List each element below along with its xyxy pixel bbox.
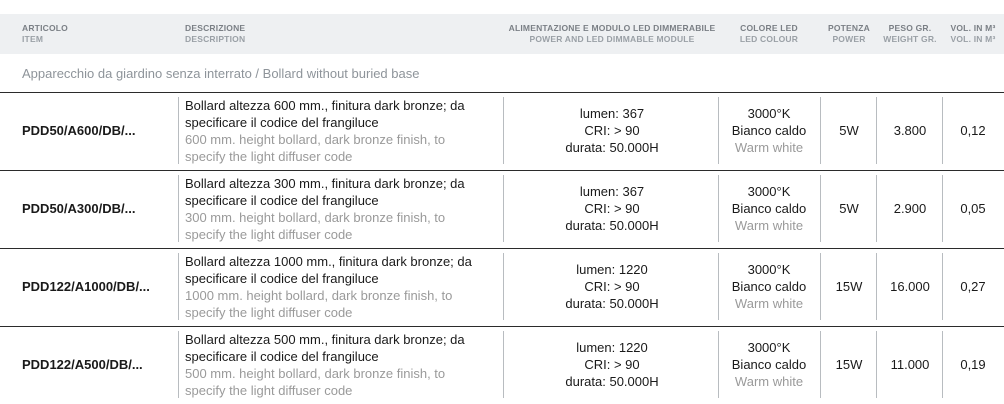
column-separator: [820, 331, 821, 398]
volume: 0,05: [960, 201, 986, 216]
column-separator: [942, 331, 943, 398]
row-divider: [0, 326, 1004, 327]
header-led-colour: COLORE LED LED COLOUR: [739, 23, 799, 44]
column-separator: [942, 253, 943, 320]
column-separator: [876, 97, 877, 164]
column-separator: [876, 253, 877, 320]
item-description: Bollard altezza 1000 mm., finitura dark bronze; da specificare il codice del frangiluce 1000 mm. height bollard, dark bronze finish, to specify the light diffuser code: [185, 254, 472, 320]
power-module-info: lumen: 367 CRI: > 90 durata: 50.000H: [565, 106, 659, 155]
volume: 0,19: [960, 357, 986, 372]
column-separator: [718, 253, 719, 320]
column-separator: [178, 253, 179, 320]
item-code: PDD50/A300/DB/...: [22, 201, 136, 216]
column-separator: [718, 175, 719, 242]
weight: 16.000: [890, 279, 930, 294]
wattage: 5W: [839, 201, 859, 216]
header-wattage: POTENZA POWER: [827, 23, 870, 44]
header-weight: PESO GR. WEIGHT GR.: [883, 23, 937, 44]
wattage: 15W: [835, 357, 863, 372]
column-separator: [718, 97, 719, 164]
header-volume: VOL. IN M³ VOL. IN M³: [950, 23, 996, 44]
volume: 0,12: [960, 123, 986, 138]
led-colour-info: 3000°K Bianco caldo Warm white: [731, 184, 807, 233]
column-separator: [820, 97, 821, 164]
column-separator: [942, 175, 943, 242]
power-module-info: lumen: 1220 CRI: > 90 durata: 50.000H: [565, 262, 659, 311]
column-separator: [942, 97, 943, 164]
volume: 0,27: [960, 279, 986, 294]
header-item: ARTICOLO ITEM: [22, 23, 68, 44]
item-code: PDD122/A500/DB/...: [22, 357, 143, 372]
led-colour-info: 3000°K Bianco caldo Warm white: [731, 340, 807, 389]
header-description: DESCRIZIONE DESCRIPTION: [185, 23, 246, 44]
column-separator: [876, 331, 877, 398]
item-code: PDD122/A1000/DB/...: [22, 279, 150, 294]
weight: 2.900: [893, 201, 927, 216]
weight: 11.000: [890, 357, 930, 372]
column-separator: [718, 331, 719, 398]
row-divider: [0, 248, 1004, 249]
table-row: [0, 326, 1004, 404]
item-description: Bollard altezza 600 mm., finitura dark bronze; da specificare il codice del frangiluce 600 mm. height bollard, dark bronze finish, to specify the light diffuser code: [185, 98, 465, 164]
power-module-info: lumen: 1220 CRI: > 90 durata: 50.000H: [565, 340, 659, 389]
item-code: PDD50/A600/DB/...: [22, 123, 136, 138]
led-colour-info: 3000°K Bianco caldo Warm white: [731, 262, 807, 311]
section-title: Apparecchio da giardino senza interrato / Bollard without buried base: [22, 66, 420, 81]
column-separator: [820, 175, 821, 242]
column-separator: [820, 253, 821, 320]
column-separator: [178, 175, 179, 242]
led-colour-info: 3000°K Bianco caldo Warm white: [731, 106, 807, 155]
item-description: Bollard altezza 300 mm., finitura dark bronze; da specificare il codice del frangiluce 300 mm. height bollard, dark bronze finish, to specify the light diffuser code: [185, 176, 465, 242]
column-separator: [876, 175, 877, 242]
header-power-module: ALIMENTAZIONE E MODULO LED DIMMERABILE POWER AND LED DIMMABLE MODULE: [508, 23, 716, 44]
table-row: [0, 248, 1004, 326]
wattage: 5W: [839, 123, 859, 138]
row-divider: [0, 170, 1004, 171]
column-separator: [178, 331, 179, 398]
table-header: [0, 14, 1004, 54]
item-description: Bollard altezza 500 mm., finitura dark bronze; da specificare il codice del frangiluce 500 mm. height bollard, dark bronze finish, to specify the light diffuser code: [185, 332, 465, 398]
column-separator: [178, 97, 179, 164]
table-row: [0, 92, 1004, 170]
wattage: 15W: [835, 279, 863, 294]
power-module-info: lumen: 367 CRI: > 90 durata: 50.000H: [565, 184, 659, 233]
table-row: [0, 170, 1004, 248]
weight: 3.800: [893, 123, 927, 138]
row-divider: [0, 92, 1004, 93]
